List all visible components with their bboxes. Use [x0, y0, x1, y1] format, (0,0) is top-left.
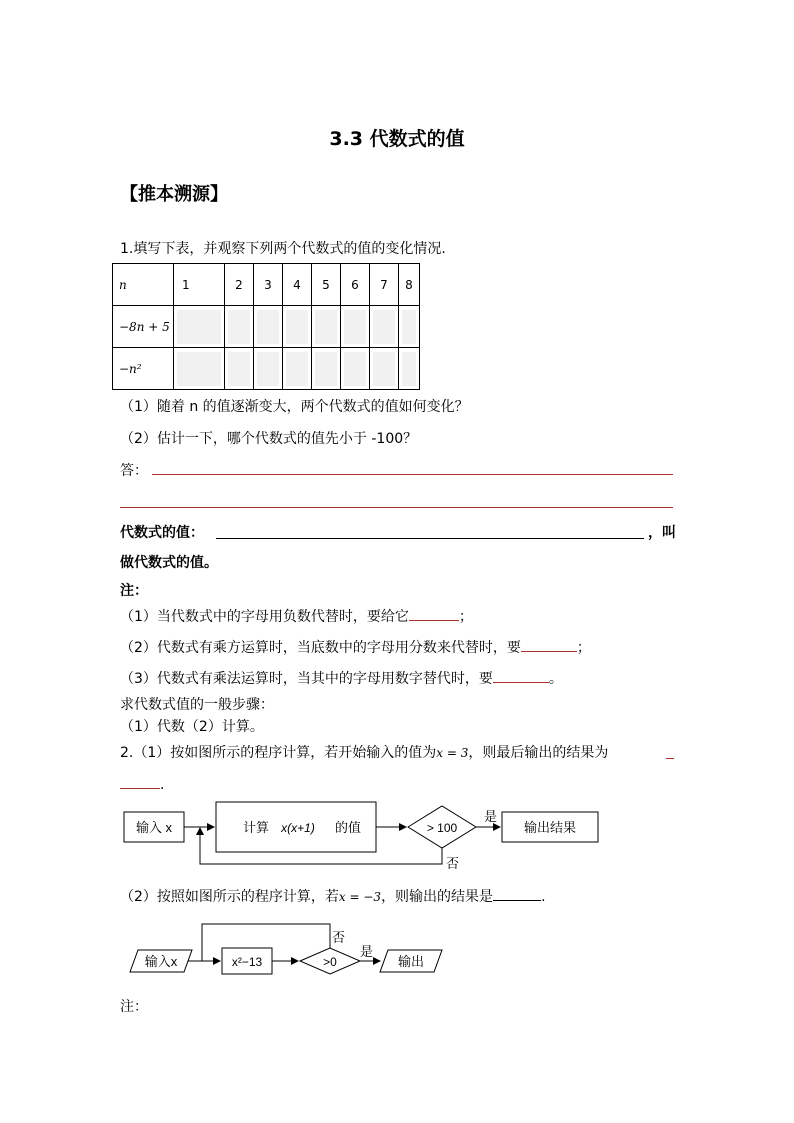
answer-cell[interactable]: [370, 348, 399, 390]
flowchart-2: [126, 918, 456, 986]
section-heading: 【推本溯源】: [120, 184, 228, 205]
steps-items: （1）代数（2）计算。: [120, 719, 264, 735]
note-text: （1）当代数式中的字母用负数代替时，要给它: [120, 609, 409, 625]
yes-label: 是: [360, 944, 374, 959]
note-text: （2）代数式有乘方运算时，当底数中的字母用分数来代替时，要: [120, 640, 521, 656]
decision-label: >0: [323, 955, 337, 969]
note-2: [120, 637, 591, 657]
col-header: 6: [341, 264, 370, 306]
col-header: 5: [312, 264, 341, 306]
header-n: n: [113, 264, 174, 306]
answer-cell[interactable]: [225, 306, 254, 348]
answer-cell[interactable]: [254, 348, 283, 390]
q2-text: ，则最后输出的结果为: [468, 745, 609, 761]
q1-sub1: （1）随着 n 的值逐渐变大，两个代数式的值如何变化？: [120, 399, 469, 415]
answer-cell[interactable]: [341, 348, 370, 390]
calc-prefix: 计算: [242, 820, 270, 835]
q2-text: .: [160, 777, 165, 793]
col-header: 7: [370, 264, 399, 306]
answer-cell[interactable]: [399, 306, 420, 348]
col-header: 2: [225, 264, 254, 306]
output-label: 输出: [397, 954, 425, 969]
answer-cell[interactable]: [312, 348, 341, 390]
answer-cell[interactable]: [312, 306, 341, 348]
answer-cell[interactable]: [254, 306, 283, 348]
yes-label: 是: [484, 809, 498, 824]
q1-sub2: （2）估计一下，哪个代数式的值先小于 -100？: [120, 431, 418, 447]
col-header: 1: [174, 264, 225, 306]
definition-label: 代数式的值：: [120, 525, 204, 541]
definition-tail: ，叫: [648, 525, 676, 541]
q1-prompt: 1.填写下表，并观察下列两个代数式的值的变化情况.: [120, 241, 446, 257]
answer-cell[interactable]: [283, 306, 312, 348]
q2-text: .: [541, 889, 546, 905]
row-expression: −8n + 5: [113, 306, 174, 348]
answer-line[interactable]: [120, 507, 673, 508]
steps-heading: 求代数式值的一般步骤：: [120, 697, 274, 713]
q2-text: （2）按照如图所示的程序计算，若: [120, 889, 339, 905]
definition-blank[interactable]: [216, 538, 644, 539]
answer-cell[interactable]: [174, 306, 225, 348]
q2-blank[interactable]: [120, 774, 160, 789]
q2-value: x = 3: [436, 746, 469, 760]
col-header: 3: [254, 264, 283, 306]
input-label: 输入x: [144, 954, 178, 969]
answer-cell[interactable]: [341, 306, 370, 348]
final-note: 注：: [120, 999, 148, 1015]
q2-blank[interactable]: [493, 886, 541, 901]
answer-cell[interactable]: [174, 348, 225, 390]
note-1: [120, 606, 473, 626]
calc-expression: x(x+1): [281, 821, 315, 835]
q2-text: 2.（1）按如图所示的程序计算，若开始输入的值为: [120, 745, 437, 761]
note-3: [120, 668, 563, 688]
answer-cell[interactable]: [399, 348, 420, 390]
answer-cell[interactable]: [283, 348, 312, 390]
no-label: 否: [446, 856, 460, 871]
answer-line[interactable]: [152, 474, 673, 475]
note-blank[interactable]: [521, 637, 577, 652]
calc-suffix: 的值: [334, 820, 362, 835]
flowchart-1: [118, 796, 608, 876]
calc-expression: x²−13: [231, 955, 263, 969]
notes-label: 注：: [120, 583, 148, 599]
q2-value: x = −3: [338, 890, 382, 904]
answer-cell[interactable]: [225, 348, 254, 390]
table-header-row: [113, 264, 420, 306]
col-header: 8: [399, 264, 420, 306]
q2-part2: [120, 886, 546, 906]
note-text: ；: [458, 609, 473, 625]
output-label: 输出结果: [523, 820, 577, 835]
col-header: 4: [283, 264, 312, 306]
decision-label: > 100: [426, 821, 458, 835]
note-text: 。: [548, 671, 563, 687]
note-blank[interactable]: [409, 606, 459, 621]
answer-cell[interactable]: [370, 306, 399, 348]
row-expression: −n²: [113, 348, 174, 390]
q2-blank-start[interactable]: [666, 758, 674, 759]
no-label: 否: [332, 930, 346, 945]
input-label: 输入 x: [135, 820, 173, 835]
table-row: [113, 348, 420, 390]
note-blank[interactable]: [493, 668, 549, 683]
note-text: ；: [576, 640, 591, 656]
answer-label: 答：: [120, 463, 148, 479]
page-title: 3.3 代数式的值: [329, 128, 465, 150]
q2-text: ，则输出的结果是: [381, 889, 494, 905]
q2-part1: [120, 742, 608, 762]
value-table: [112, 263, 420, 390]
table-row: [113, 306, 420, 348]
note-text: （3）代数式有乘法运算时，当其中的字母用数字替代时，要: [120, 671, 493, 687]
definition-line2: 做代数式的值。: [120, 555, 218, 571]
q2-part1-end: [120, 774, 164, 793]
